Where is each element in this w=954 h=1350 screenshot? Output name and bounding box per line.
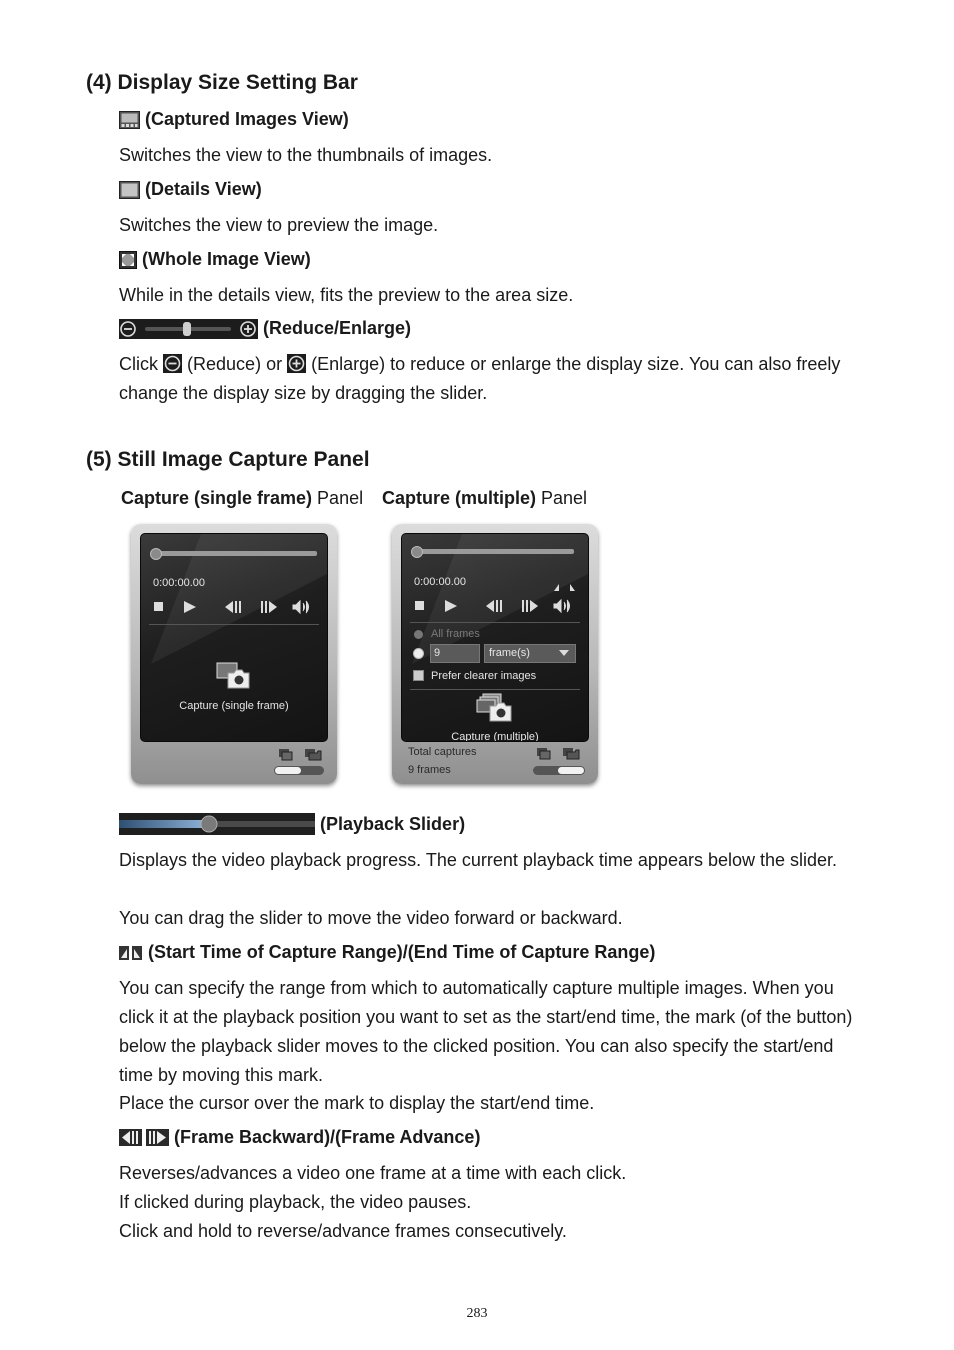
details-view-label: (Details View)	[145, 179, 262, 199]
multiple-transport-controls	[412, 598, 582, 614]
frame-backward-icon	[486, 600, 502, 612]
start-end-capture-range-icon	[119, 946, 143, 960]
single-panel-caption-bold: Capture (single frame)	[121, 488, 313, 508]
frame-advance-icon	[261, 601, 277, 613]
details-view-icon	[119, 181, 140, 199]
single-transport-controls	[151, 599, 321, 615]
captured-images-view-row	[119, 109, 349, 130]
whole-image-view-desc: While in the details view, fits the preview to the area size.	[119, 285, 574, 305]
details-view-desc: Switches the view to preview the image.	[119, 215, 439, 235]
reduce-enlarge-label: (Reduce/Enlarge)	[263, 318, 412, 338]
frame-advance-icon	[522, 600, 538, 612]
all-frames-radio	[414, 630, 423, 639]
section5-heading: (5) Still Image Capture Panel	[86, 448, 370, 471]
desc-click-text: Click	[119, 354, 158, 374]
single-playback-slider	[149, 548, 319, 560]
stop-icon	[415, 601, 424, 610]
capture-range-marks	[552, 581, 578, 593]
frame-step-row	[119, 1127, 480, 1148]
single-zoom-thumb	[275, 767, 301, 774]
reduce-enlarge-row	[119, 318, 411, 339]
multiple-divider-2	[410, 689, 580, 690]
capture-range-label: (Start Time of Capture Range)/(End Time of Capture Range)	[148, 942, 656, 962]
frame-unit-value: frame(s)	[489, 647, 530, 659]
frame-step-desc1: Reverses/advances a video one frame at a time with each click.	[119, 1163, 627, 1183]
capture-range-desc: You can specify the range from which to automatically capture multiple images. When you click it at the playback position you want to set as the start/end time, the mark (of the button) below the playback slider moves to the clicked position. You can also specify the start/end time by moving this mark.	[119, 978, 853, 1085]
end-mark-icon	[570, 584, 575, 591]
whole-image-view-label: (Whole Image View)	[142, 249, 311, 269]
single-divider	[149, 624, 319, 625]
multiple-screen	[401, 533, 589, 742]
play-icon	[445, 600, 457, 612]
capture-single-label: Capture (single frame)	[179, 700, 289, 712]
enlarge-icon	[287, 354, 306, 373]
multiple-footer-view-icons	[535, 746, 581, 762]
reduce-enlarge-desc	[119, 350, 859, 408]
capture-range-row	[119, 942, 655, 963]
multi-panel-caption	[382, 488, 587, 509]
stop-icon	[154, 602, 163, 611]
playback-slider-desc: Displays the video playback progress. The current playback time appears below the slider.	[119, 850, 838, 870]
capture-single-camera-icon	[216, 662, 252, 690]
all-frames-label: All frames	[431, 628, 480, 640]
multi-panel-caption-bold: Capture (multiple)	[382, 488, 537, 508]
chevron-down-icon	[559, 650, 569, 657]
reduce-icon	[163, 354, 182, 373]
prefer-clearer-label: Prefer clearer images	[431, 670, 537, 682]
frame-count-value: 9	[434, 647, 441, 659]
multiple-zoom-thumb	[558, 767, 584, 774]
reduce-enlarge-slider-icon	[119, 319, 258, 339]
total-captures-label: Total captures	[408, 746, 477, 758]
frame-backward-advance-icon	[119, 1129, 169, 1146]
frame-backward-icon	[225, 601, 241, 613]
captured-images-view-label: (Captured Images View)	[145, 109, 349, 129]
single-frame-screen	[140, 533, 328, 742]
capture-multiple-camera-icon	[476, 693, 516, 723]
play-icon	[184, 601, 196, 613]
frame-step-label: (Frame Backward)/(Frame Advance)	[174, 1127, 481, 1147]
desc-reduce-text: (Reduce) or	[187, 354, 283, 374]
details-view-row	[119, 179, 262, 200]
whole-image-view-icon	[119, 251, 137, 269]
volume-icon	[554, 600, 570, 612]
playback-slider-row	[119, 813, 465, 835]
single-frame-panel-image	[131, 524, 337, 784]
captured-images-view-icon	[119, 111, 140, 129]
frame-step-desc3: Click and hold to reverse/advance frames consecutively.	[119, 1221, 567, 1241]
multiple-time-readout: 0:00:00.00	[414, 576, 466, 588]
capture-range-desc2: Place the cursor over the mark to display the start/end time.	[119, 1093, 595, 1113]
captured-images-view-desc: Switches the view to the thumbnails of images.	[119, 145, 493, 165]
total-captures-value: 9 frames	[408, 764, 451, 776]
playback-slider-desc2: You can drag the slider to move the video forward or backward.	[119, 908, 623, 928]
single-panel-caption-rest: Panel	[312, 488, 364, 508]
section4-heading: (4) Display Size Setting Bar	[86, 71, 358, 94]
desc-enlarge-text: (Enlarge) to reduce or enlarge the display size. You can also freely change the display size by dragging the slider.	[119, 354, 841, 403]
volume-icon	[293, 601, 309, 613]
prefer-clearer-checkbox	[413, 670, 424, 681]
whole-image-view-row	[119, 249, 311, 270]
multiple-divider-1	[410, 622, 580, 623]
single-footer-view-icons	[277, 747, 323, 763]
frame-count-input	[430, 644, 480, 663]
capture-multiple-label: Capture (multiple)	[451, 731, 539, 742]
frame-step-desc2: If clicked during playback, the video pauses.	[119, 1192, 472, 1212]
multiple-playback-slider	[410, 546, 580, 558]
frame-unit-select	[484, 644, 576, 663]
playback-slider-icon	[119, 813, 315, 835]
playback-slider-label: (Playback Slider)	[320, 813, 466, 834]
multiple-panel-image	[392, 524, 598, 784]
frame-count-radio	[413, 648, 424, 659]
multi-panel-caption-rest: Panel	[536, 488, 588, 508]
page-number: 283	[466, 1306, 488, 1321]
single-time-readout: 0:00:00.00	[153, 577, 205, 589]
single-panel-caption	[121, 488, 363, 509]
start-mark-icon	[554, 584, 559, 591]
